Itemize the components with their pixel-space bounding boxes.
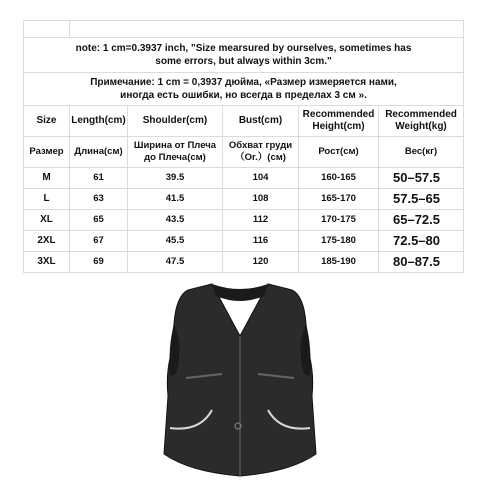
row-bust: 108 (223, 189, 299, 210)
header-shoulder: Shoulder(cm) (128, 106, 223, 137)
row-weight: 65–72.5 (379, 210, 464, 231)
header-ru-shoulder: Ширина от Плеча до Плеча(см) (128, 137, 223, 168)
row-size: 3XL (24, 252, 70, 273)
row-height: 185-190 (299, 252, 379, 273)
header-row-en (24, 106, 464, 137)
row-height: 170-175 (299, 210, 379, 231)
row-length: 63 (70, 189, 128, 210)
vest-collar (212, 284, 268, 301)
row-bust: 104 (223, 168, 299, 189)
header-row-ru (24, 137, 464, 168)
header-size: Size (24, 106, 70, 137)
table-row (24, 231, 464, 252)
row-weight: 50–57.5 (379, 168, 464, 189)
row-size: M (24, 168, 70, 189)
row-weight: 72.5–80 (379, 231, 464, 252)
note-row-ru (24, 73, 464, 106)
row-bust: 120 (223, 252, 299, 273)
row-size: 2XL (24, 231, 70, 252)
row-size: XL (24, 210, 70, 231)
vest-product-image (140, 276, 340, 486)
row-shoulder: 39.5 (128, 168, 223, 189)
size-chart-table (23, 20, 464, 273)
row-shoulder: 43.5 (128, 210, 223, 231)
row-bust: 112 (223, 210, 299, 231)
row-height: 165-170 (299, 189, 379, 210)
row-weight: 57.5–65 (379, 189, 464, 210)
header-ru-size: Размер (24, 137, 70, 168)
header-ru-height: Рост(см) (299, 137, 379, 168)
row-height: 160-165 (299, 168, 379, 189)
row-bust: 116 (223, 231, 299, 252)
table-row (24, 189, 464, 210)
header-bust: Bust(cm) (223, 106, 299, 137)
row-shoulder: 45.5 (128, 231, 223, 252)
header-ru-bust: Обхват груди（Or.）(см) (223, 137, 299, 168)
note-en: note: 1 cm=0.3937 inch, "Size mearsured by ourselves, sometimes has some errors, but always within 3cm." (24, 38, 464, 73)
row-length: 65 (70, 210, 128, 231)
table-row (24, 252, 464, 273)
header-weight: Recommended Weight(kg) (379, 106, 464, 137)
row-length: 69 (70, 252, 128, 273)
note-row-en (24, 38, 464, 73)
header-height: Recommended Height(cm) (299, 106, 379, 137)
row-shoulder: 47.5 (128, 252, 223, 273)
row-length: 61 (70, 168, 128, 189)
header-ru-weight: Вес(кг) (379, 137, 464, 168)
row-weight: 80–87.5 (379, 252, 464, 273)
header-length: Length(cm) (70, 106, 128, 137)
table-row (24, 168, 464, 189)
blank-row (24, 21, 464, 38)
row-length: 67 (70, 231, 128, 252)
row-size: L (24, 189, 70, 210)
note-ru: Примечание: 1 cm = 0,3937 дюйма, «Размер измеряется нами, иногда есть ошибки, но всегда в пределах 3 см ». (24, 73, 464, 106)
row-shoulder: 41.5 (128, 189, 223, 210)
row-height: 175-180 (299, 231, 379, 252)
table-row (24, 210, 464, 231)
header-ru-length: Длина(см) (70, 137, 128, 168)
